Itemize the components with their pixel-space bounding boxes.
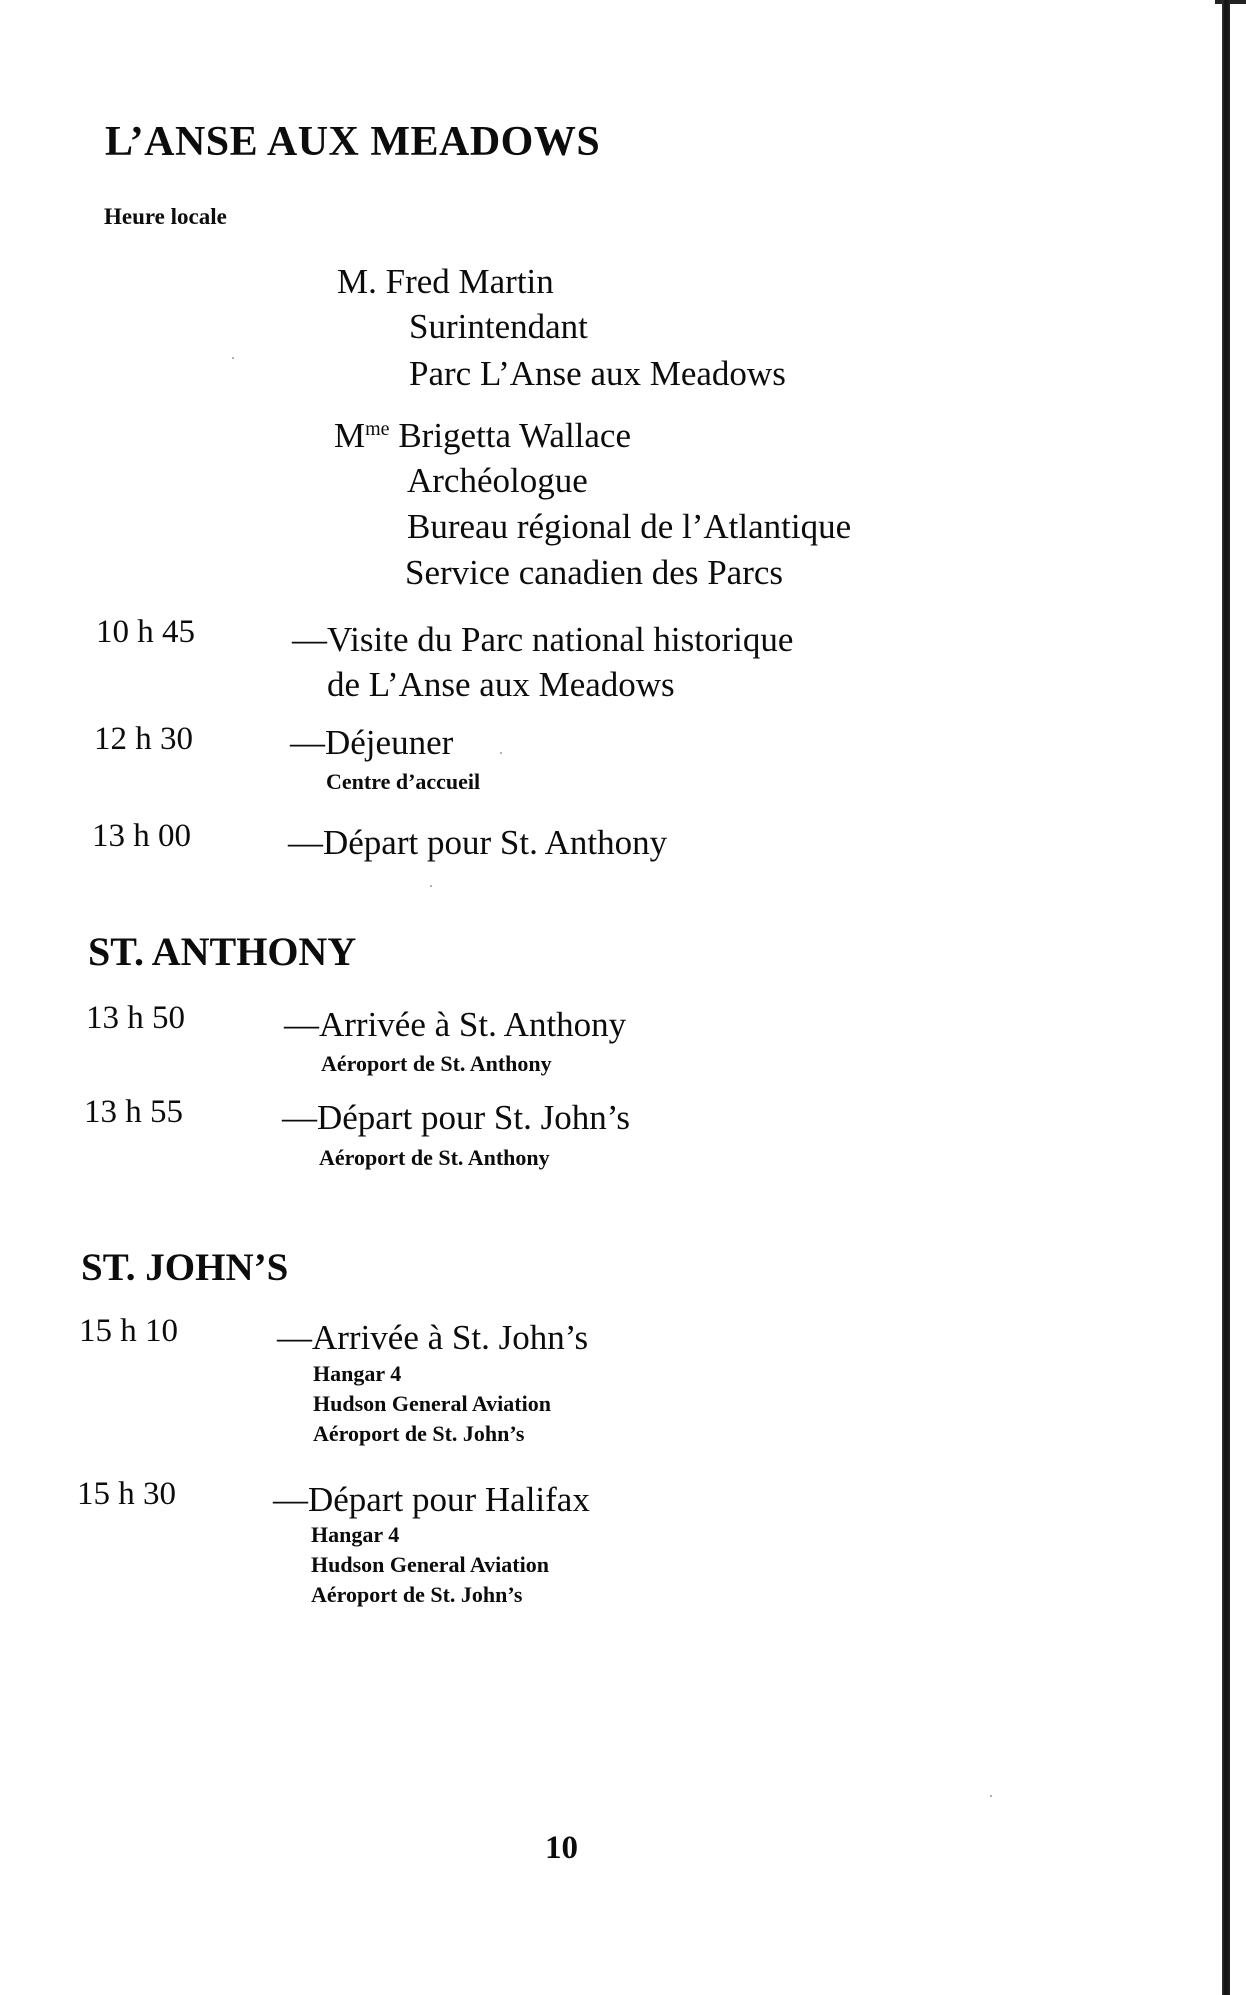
section-title-johns: ST. JOHN’S <box>81 1246 289 1289</box>
event-time: 15 h 10 <box>79 1313 178 1349</box>
section-title-anthony: ST. ANTHONY <box>88 929 357 974</box>
event-location: Aéroport de St. John’s <box>311 1582 523 1607</box>
event-location: Aéroport de St. John’s <box>313 1421 525 1446</box>
section-title-anse: L’ANSE AUX MEADOWS <box>105 119 601 165</box>
event-location: Hangar 4 <box>311 1522 400 1547</box>
scan-speck <box>990 1795 992 1797</box>
person-name <box>334 416 631 456</box>
event-text: —Départ pour St. Anthony <box>288 823 668 862</box>
page-number: 10 <box>545 1830 578 1866</box>
honorific-superscript: me <box>365 418 390 440</box>
event-time: 13 h 50 <box>86 1000 185 1036</box>
page-edge-top <box>1215 0 1246 4</box>
person-name-text: Brigetta Wallace <box>398 416 631 455</box>
scan-speck <box>430 885 432 887</box>
event-text: —Arrivée à St. John’s <box>277 1318 589 1357</box>
event-location: Centre d’accueil <box>326 769 481 794</box>
person-role: Surintendant <box>409 307 588 346</box>
event-location: Hangar 4 <box>313 1361 402 1386</box>
person-org: Parc L’Anse aux Meadows <box>409 354 786 393</box>
event-text: —Arrivée à St. Anthony <box>284 1005 627 1044</box>
event-time: 13 h 00 <box>92 818 191 854</box>
person-name: M. Fred Martin <box>337 262 554 301</box>
event-location: Aéroport de St. Anthony <box>319 1145 550 1170</box>
event-text: —Visite du Parc national historique <box>292 620 794 659</box>
event-location: Hudson General Aviation <box>311 1552 549 1577</box>
event-location: Hudson General Aviation <box>313 1391 551 1416</box>
person-org: Service canadien des Parcs <box>405 553 784 592</box>
event-time: 10 h 45 <box>96 614 195 650</box>
event-time: 13 h 55 <box>84 1094 183 1130</box>
person-role: Archéologue <box>407 461 588 500</box>
event-text: —Départ pour Halifax <box>273 1480 590 1519</box>
scan-speck <box>500 752 502 754</box>
honorific: M <box>334 416 366 455</box>
event-text-continued: de L’Anse aux Meadows <box>327 665 675 704</box>
person-org: Bureau régional de l’Atlantique <box>407 507 852 546</box>
event-text: —Départ pour St. John’s <box>282 1098 631 1137</box>
scan-speck <box>232 357 234 359</box>
event-location: Aéroport de St. Anthony <box>321 1051 552 1076</box>
event-text: —Déjeuner <box>290 723 454 762</box>
event-time: 15 h 30 <box>77 1476 176 1512</box>
event-time: 12 h 30 <box>94 721 193 757</box>
page-edge-right <box>1222 0 1230 1995</box>
local-time-note: Heure locale <box>104 204 227 229</box>
